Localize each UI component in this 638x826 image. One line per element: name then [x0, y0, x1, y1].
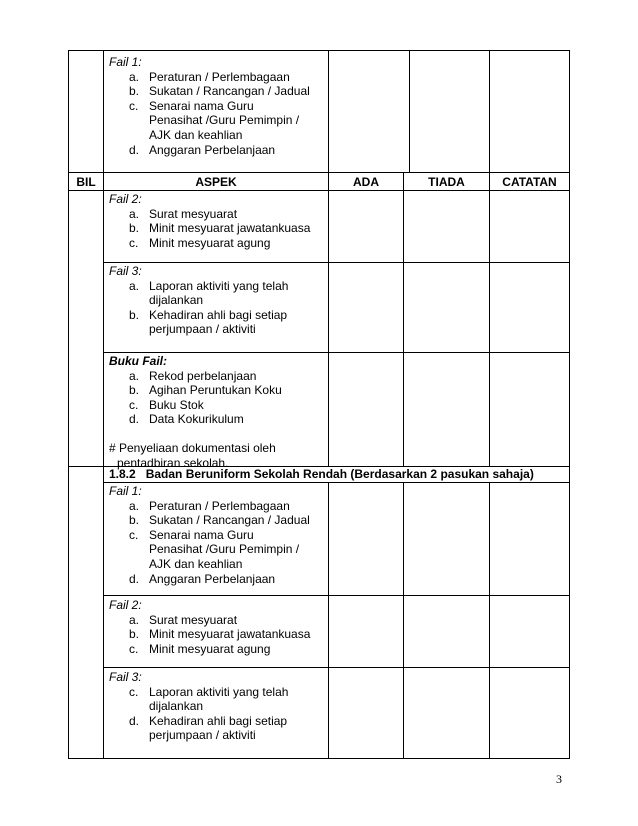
cell [403, 667, 490, 759]
list-item: a. Laporan aktiviti yang telah dijalankan [129, 278, 289, 308]
cell [328, 482, 404, 596]
cell [328, 352, 404, 467]
cell [489, 262, 570, 353]
cell [68, 50, 104, 173]
list-item: c. Senarai nama Guru Penasihat /Guru Pemimpin / AJK dan keahlian [129, 98, 300, 142]
list-item: b. Agihan Peruntukan Koku [129, 383, 282, 398]
cell [489, 595, 570, 668]
list-item: c. Senarai nama Guru Penasihat /Guru Pemimpin / AJK dan keahlian [129, 527, 300, 571]
list-item: b. Minit mesyuarat jawatankuasa [129, 221, 311, 236]
list-item: a. Surat mesyuarat [129, 206, 238, 221]
list-item: c. Laporan aktiviti yang telah dijalankan [129, 684, 289, 714]
s1-buku-fail-block [109, 354, 327, 470]
s2-fail3-title: Fail 3: [109, 670, 142, 684]
list-item: b. Minit mesyuarat jawatankuasa [129, 627, 311, 642]
cell [489, 667, 570, 759]
cell [328, 50, 410, 173]
cell [403, 482, 490, 596]
s2-fail2-title: Fail 2: [109, 598, 142, 612]
cell [489, 352, 570, 467]
s2-fail1-block [109, 484, 327, 586]
cell [403, 595, 490, 668]
header-bil: BIL [76, 175, 96, 189]
cell [328, 190, 404, 263]
list-item: b. Kehadiran ahli bagi setiap perjumpaan / aktiviti [129, 307, 288, 337]
s1-fail3-title: Fail 3: [109, 264, 142, 278]
list-item: a. Rekod perbelanjaan [129, 368, 257, 383]
header-aspek: ASPEK [195, 175, 237, 189]
list-item: d. Anggaran Perbelanjaan [129, 142, 276, 157]
list-item: d. Anggaran Perbelanjaan [129, 571, 276, 586]
cell [68, 190, 104, 467]
s1-fail2-block [109, 192, 327, 250]
s2-fail3-block [109, 670, 327, 743]
s2-fail1-title: Fail 1: [109, 484, 142, 498]
list-item: c. Minit mesyuarat agung [129, 235, 271, 250]
s1-fail1-block [109, 55, 327, 157]
s1-fail2-title: Fail 2: [109, 192, 142, 206]
s1-fail1-title: Fail 1: [109, 55, 142, 69]
s2-fail2-block [109, 598, 327, 656]
cell [328, 262, 404, 353]
header-catatan: CATATAN [502, 175, 557, 189]
page-number: 3 [556, 772, 562, 786]
cell [409, 50, 490, 173]
list-item: a. Surat mesyuarat [129, 612, 238, 627]
s1-fail3-block [109, 264, 327, 337]
section-heading: 1.8.2 Badan Beruniform Sekolah Rendah (Berdasarkan 2 pasukan sahaja) [109, 467, 534, 481]
list-item: a. Peraturan / Perlembagaan [129, 498, 290, 513]
cell [489, 482, 570, 596]
cell [403, 262, 490, 353]
cell [328, 595, 404, 668]
list-item: b. Sukatan / Rancangan / Jadual [129, 513, 310, 528]
cell [489, 50, 570, 173]
list-item: c. Buku Stok [129, 397, 204, 412]
cell [403, 190, 490, 263]
s1-buku-fail-title: Buku Fail: [109, 354, 168, 368]
cell [489, 190, 570, 263]
list-item: b. Sukatan / Rancangan / Jadual [129, 84, 310, 99]
cell [68, 466, 104, 759]
cell [403, 352, 490, 467]
list-item: a. Peraturan / Perlembagaan [129, 69, 290, 84]
supervision-note: # Penyeliaan dokumentasi oleh pentadbiran sekolah. [109, 440, 276, 470]
header-ada: ADA [353, 175, 379, 189]
list-item: c. Minit mesyuarat agung [129, 641, 271, 656]
cell [328, 667, 404, 759]
list-item: d. Data Kokurikulum [129, 412, 244, 427]
list-item: d. Kehadiran ahli bagi setiap perjumpaan / aktiviti [129, 713, 288, 743]
header-tiada: TIADA [428, 175, 465, 189]
